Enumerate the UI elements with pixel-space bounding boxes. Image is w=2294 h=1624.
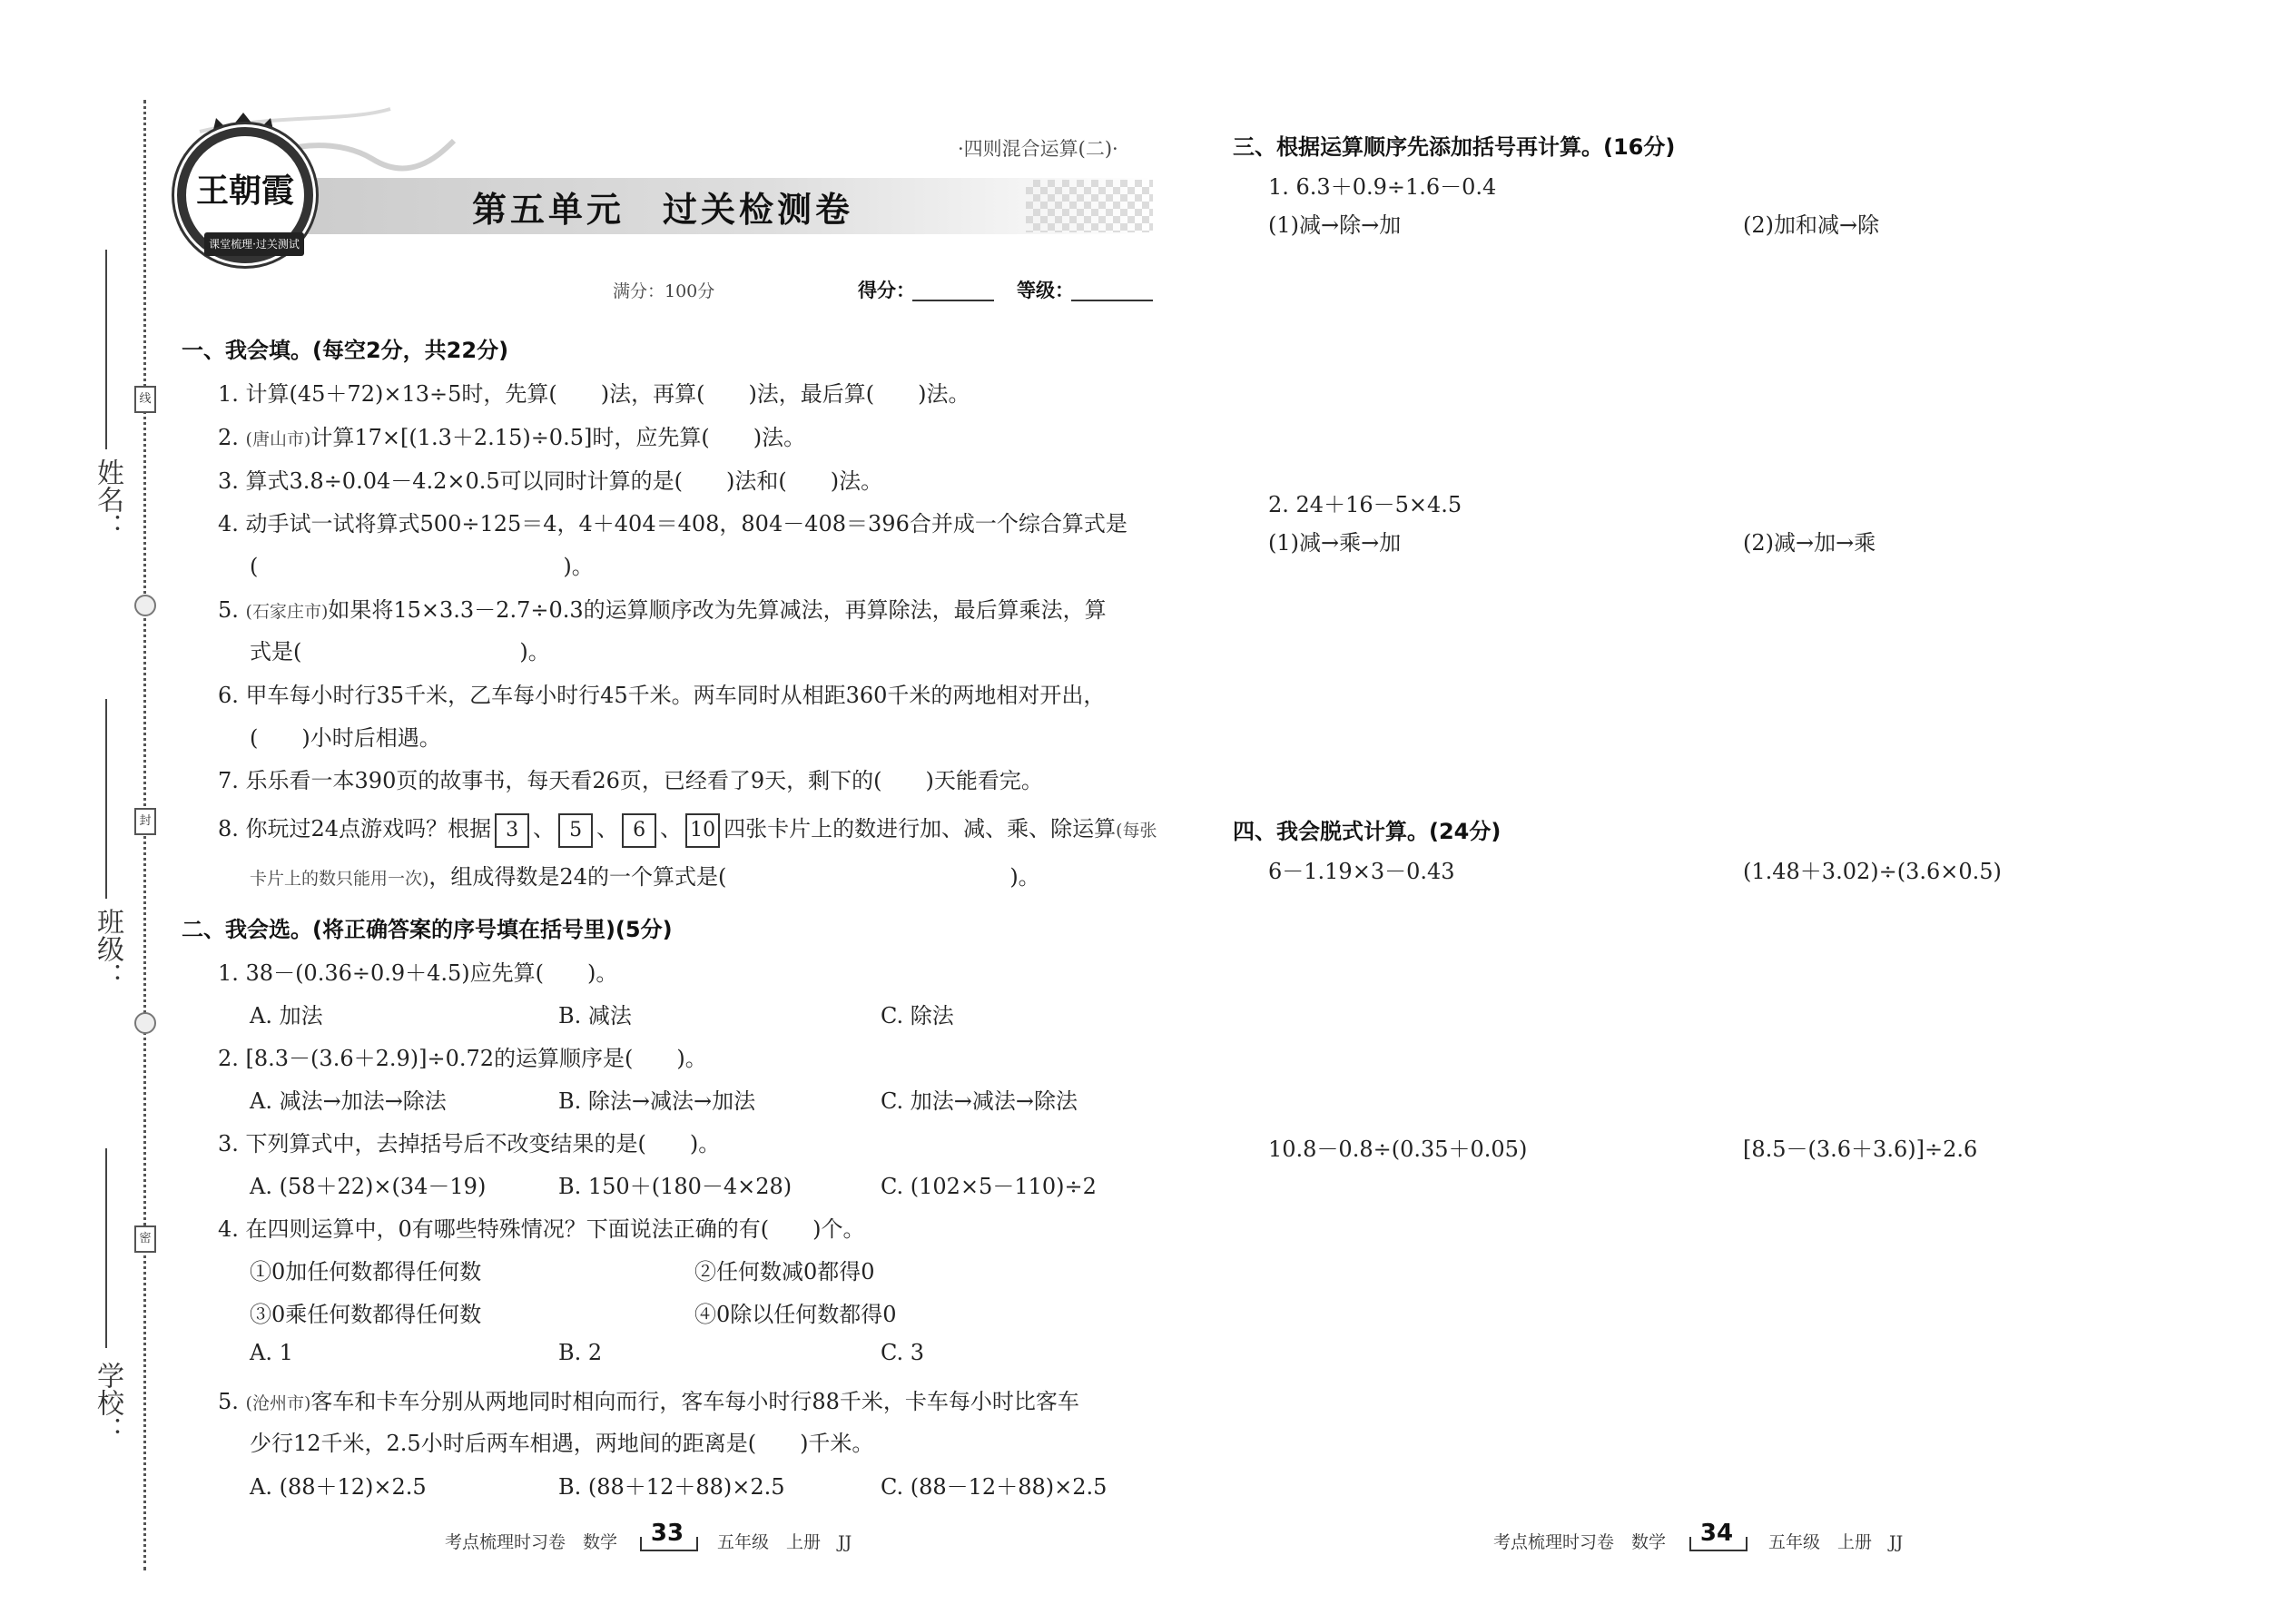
footer-book-left: 考点梳理时习卷 数学 bbox=[445, 1532, 618, 1552]
page-number-bracket bbox=[1689, 1537, 1748, 1551]
city-tag: (沧州市) bbox=[245, 1393, 311, 1413]
s3-q2-part-1: (1)减→乘→加 bbox=[1268, 530, 1402, 556]
q-text: 8. 你玩过24点游戏吗？根据 bbox=[218, 816, 492, 842]
s3-q2-part-2: (2)减→加→乘 bbox=[1743, 530, 1876, 556]
s2-question-5 bbox=[218, 1383, 1079, 1415]
score-field[interactable] bbox=[912, 300, 994, 301]
s4-expression-2: (1.48＋3.02)÷(3.6×0.5) bbox=[1743, 859, 2002, 884]
option-a: A. 加法 bbox=[250, 1003, 323, 1029]
footer-grade-left: 五年级 上册 JJ bbox=[717, 1532, 852, 1552]
s2-question-4: 4. 在四则运算中，0有哪些特殊情况？下面说法正确的有( )个。 bbox=[218, 1216, 865, 1242]
option-c: C. 加法→减法→除法 bbox=[881, 1088, 1078, 1114]
s1-question-5 bbox=[218, 592, 1107, 624]
s1-question-7: 7. 乐乐看一本390页的故事书，每天看26页，已经看了9天，剩下的( )天能看完。 bbox=[218, 768, 1043, 793]
s4-expression-3: 10.8－0.8÷(0.35＋0.05) bbox=[1268, 1137, 1528, 1162]
s2-question-2: 2. [8.3－(3.6＋2.9)]÷0.72的运算顺序是( )。 bbox=[218, 1046, 707, 1071]
statement-4: ④0除以任何数都得0 bbox=[694, 1302, 897, 1327]
s2-question-3: 3. 下列算式中，去掉括号后不改变结果的是( )。 bbox=[218, 1131, 721, 1156]
s3-question-1: 1. 6.3＋0.9÷1.6－0.4 bbox=[1268, 174, 1497, 200]
seal-mark-1: 线 bbox=[134, 386, 156, 413]
binding-knot-icon bbox=[134, 595, 156, 616]
full-score: 满分：100分 bbox=[613, 281, 715, 301]
s2-question-5-line2: 少行12千米，2.5小时后两车相遇，两地间的距离是( )千米。 bbox=[250, 1431, 874, 1456]
school-label: 学校： bbox=[92, 1362, 123, 1443]
option-c: C. (88－12＋88)×2.5 bbox=[881, 1474, 1108, 1500]
number-card: 5 bbox=[558, 813, 593, 848]
grade-field[interactable] bbox=[1071, 300, 1153, 301]
section4-heading: 四、我会脱式计算。(24分) bbox=[1233, 819, 1501, 844]
name-underline bbox=[105, 250, 107, 449]
footer-book-right: 考点梳理时习卷 数学 bbox=[1493, 1532, 1667, 1552]
seal-mark-3: 密 bbox=[134, 1225, 156, 1253]
q-number: 5. bbox=[218, 597, 246, 623]
section1-heading: 一、我会填。(每空2分，共22分) bbox=[182, 338, 509, 363]
city-tag: (唐山市) bbox=[245, 429, 311, 449]
option-a: A. (58＋22)×(34－19) bbox=[250, 1174, 487, 1199]
number-card: 3 bbox=[495, 813, 529, 848]
city-tag: (石家庄市) bbox=[245, 602, 329, 622]
option-c: C. 3 bbox=[881, 1340, 925, 1365]
statement-1: ①0加任何数都得任何数 bbox=[250, 1259, 482, 1284]
topic-subtitle: ·四则混合运算(二)· bbox=[958, 138, 1118, 160]
q-note: 卡片上的数只能用一次) bbox=[250, 869, 429, 889]
s1-question-8-line2 bbox=[250, 859, 1040, 891]
option-b: B. 减法 bbox=[558, 1003, 632, 1029]
s1-question-4-line1: 4. 动手试一试将算式500÷125＝4，4＋404＝408，804－408＝396合并成一个综合算式是 bbox=[218, 511, 1127, 536]
number-card: 6 bbox=[622, 813, 656, 848]
q-number: 5. bbox=[218, 1389, 246, 1414]
s1-question-5-line2: 式是( )。 bbox=[250, 639, 550, 664]
option-c: C. (102×5－110)÷2 bbox=[881, 1174, 1097, 1199]
q-text: 计算17×[(1.3＋2.15)÷0.5]时，应先算( )法。 bbox=[310, 425, 806, 450]
statement-2: ②任何数减0都得0 bbox=[694, 1259, 875, 1284]
s1-question-6-line1: 6. 甲车每小时行35千米，乙车每小时行45千米。两车同时从相距360千米的两地相对开出， bbox=[218, 683, 1106, 708]
number-card: 10 bbox=[685, 813, 720, 848]
grade-label: 等级： bbox=[1017, 280, 1074, 301]
s4-expression-1: 6－1.19×3－0.43 bbox=[1268, 859, 1455, 884]
logo-ribbon: 课堂梳理·过关测试 bbox=[204, 232, 304, 256]
s2-question-1: 1. 38－(0.36÷0.9＋4.5)应先算( )。 bbox=[218, 960, 618, 986]
q-text: 如果将15×3.3－2.7÷0.3的运算顺序改为先算减法，再算除法，最后算乘法，算 bbox=[328, 597, 1107, 623]
option-a: A. 1 bbox=[250, 1340, 293, 1365]
option-b: B. 2 bbox=[558, 1340, 603, 1365]
section3-heading: 三、根据运算顺序先添加括号再计算。(16分) bbox=[1233, 134, 1676, 160]
s1-question-1: 1. 计算(45＋72)×13÷5时，先算( )法，再算( )法，最后算( )法。 bbox=[218, 381, 970, 407]
q-text: 客车和卡车分别从两地同时相向而行，客车每小时行88千米，卡车每小时比客车 bbox=[310, 1389, 1079, 1414]
logo-text: 王朝霞 bbox=[195, 172, 294, 210]
binding-knot-icon bbox=[134, 1012, 156, 1034]
banner-pattern bbox=[1026, 180, 1153, 232]
name-label: 姓名： bbox=[92, 458, 123, 540]
option-b: B. 150＋(180－4×28) bbox=[558, 1174, 793, 1199]
s3-q1-part-2: (2)加和减→除 bbox=[1743, 212, 1880, 238]
s1-question-2 bbox=[218, 419, 805, 451]
q-text: 四张卡片上的数进行加、减、乘、除运算 bbox=[724, 816, 1117, 842]
option-c: C. 除法 bbox=[881, 1003, 954, 1029]
page-number-left: 33 bbox=[650, 1520, 684, 1547]
option-b: B. (88＋12＋88)×2.5 bbox=[558, 1474, 785, 1500]
score-label: 得分： bbox=[858, 280, 915, 301]
statement-3: ③0乘任何数都得任何数 bbox=[250, 1302, 482, 1327]
school-underline bbox=[105, 1148, 107, 1348]
q-number: 2. bbox=[218, 425, 246, 450]
section2-heading: 二、我会选。(将正确答案的序号填在括号里)(5分) bbox=[182, 917, 673, 942]
binding-dotted-line bbox=[143, 100, 146, 1570]
page-number-right: 34 bbox=[1699, 1520, 1734, 1547]
page-title: 第五单元 过关检测卷 bbox=[472, 190, 854, 230]
q-note: (每张 bbox=[1116, 821, 1157, 841]
class-underline bbox=[105, 699, 107, 899]
option-a: A. (88＋12)×2.5 bbox=[250, 1474, 427, 1500]
q-text: ，组成得数是24的一个算式是( )。 bbox=[428, 864, 1040, 890]
option-a: A. 减法→加法→除法 bbox=[250, 1088, 447, 1114]
s1-question-3: 3. 算式3.8÷0.04－4.2×0.5可以同时计算的是( )法和( )法。 bbox=[218, 468, 883, 494]
s3-q1-part-1: (1)减→除→加 bbox=[1268, 212, 1402, 238]
class-label: 班级： bbox=[92, 908, 123, 989]
seal-mark-2: 封 bbox=[134, 808, 156, 835]
s1-question-4-line2: ( )。 bbox=[250, 554, 594, 579]
option-b: B. 除法→减法→加法 bbox=[558, 1088, 756, 1114]
s3-question-2: 2. 24＋16－5×4.5 bbox=[1268, 492, 1462, 517]
s1-question-6-line2: ( )小时后相遇。 bbox=[250, 725, 441, 751]
footer-grade-right: 五年级 上册 JJ bbox=[1768, 1532, 1904, 1552]
s4-expression-4: [8.5－(3.6＋3.6)]÷2.6 bbox=[1743, 1137, 1978, 1162]
page-number-bracket bbox=[640, 1537, 698, 1551]
s1-question-8-line1: 8. 你玩过24点游戏吗？根据 3 、 5 、 6 、 10 四张卡片上的数进行加、减、乘、除运算(每张 bbox=[218, 811, 1157, 848]
